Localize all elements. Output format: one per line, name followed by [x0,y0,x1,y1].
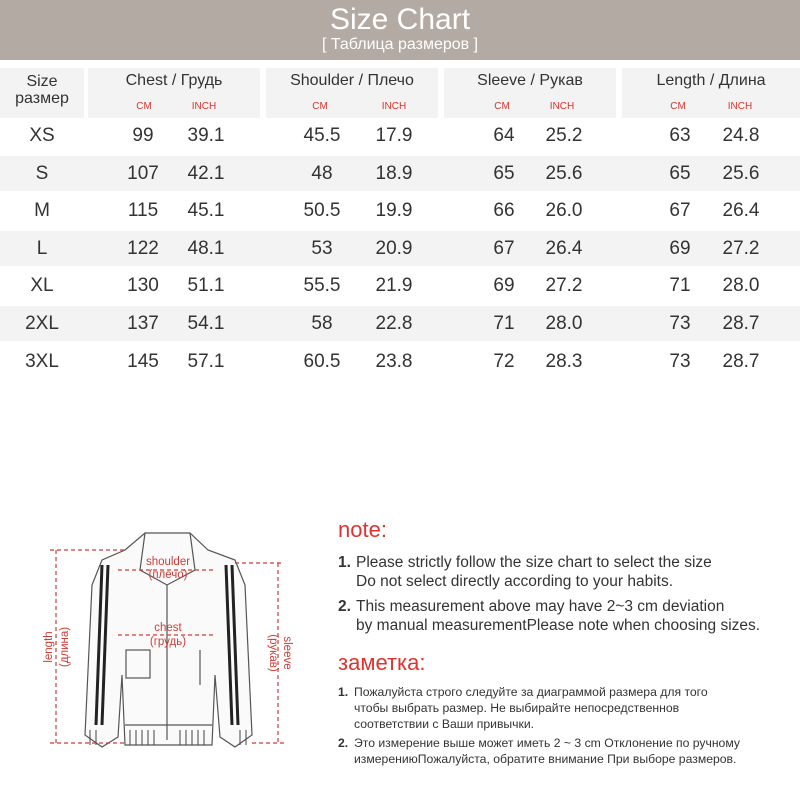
value-cell: 57.1 [187,350,225,372]
size-column-header [0,68,84,118]
value-cell: 25.6 [722,162,760,184]
value-cell: 54.1 [187,313,225,334]
value-cell: 71 [493,313,515,334]
chest-cm-unit: CM [136,101,152,112]
note-1-number: 1. [338,554,351,571]
value-cell: 73 [669,313,691,334]
page-title: Size Chart [329,3,471,36]
chest-column-header [88,68,260,118]
size-cell: L [36,237,48,259]
value-cell: 25.2 [545,125,583,146]
value-cell: 64 [493,125,515,146]
chest-header-label: Chest / Грудь [125,72,223,89]
note-ru-item-2 [338,735,740,767]
table-row [0,268,800,303]
page-subtitle: [ Таблица размеров ] [321,36,479,53]
value-cell: 48.1 [187,237,225,259]
note-1-line1: Please strictly follow the size chart to select the size [356,554,712,571]
value-cell: 99 [132,125,154,146]
value-cell: 122 [127,237,159,259]
length-cm-unit: CM [670,101,686,112]
sleeve-inch-unit: INCH [549,101,575,112]
length-label-en: length [43,631,55,663]
value-cell: 51.1 [187,275,225,297]
value-cell: 20.9 [375,237,413,259]
value-cell: 53 [311,237,333,259]
value-cell: 137 [127,313,159,334]
shoulder-cm-unit: CM [312,101,328,112]
value-cell: 67 [669,200,691,222]
value-cell: 26.0 [545,200,583,222]
value-cell: 21.9 [375,275,413,297]
value-cell: 65 [493,162,515,184]
sleeve-cm-unit: CM [494,101,510,112]
value-cell: 27.2 [722,237,760,259]
table-row [0,306,800,341]
size-cell: 2XL [25,313,59,334]
table-row [0,344,800,379]
value-cell: 73 [669,350,691,372]
size-cell: XL [30,275,54,297]
shoulder-inch-unit: INCH [381,101,407,112]
shoulder-header-label: Shoulder / Плечо [290,72,414,89]
note-heading: note: [338,517,387,542]
size-cell: XS [29,125,55,146]
value-cell: 26.4 [722,200,760,222]
value-cell: 22.8 [375,313,413,334]
sleeve-label-en: sleeve [281,636,293,670]
note-ru-item-1 [338,684,708,732]
value-cell: 50.5 [303,200,341,222]
value-cell: 26.4 [545,237,583,259]
value-cell: 66 [493,200,515,222]
value-cell: 45.1 [187,200,225,222]
note-1-line2: Do not select directly according to your habits. [356,573,674,590]
table-row [0,118,800,153]
value-cell: 28.0 [722,275,760,297]
value-cell: 71 [669,275,691,297]
table-header [0,68,800,118]
value-cell: 67 [493,237,515,259]
value-cell: 45.5 [303,125,341,146]
table-row [0,193,800,228]
length-inch-unit: INCH [727,101,753,112]
size-cell: S [35,162,49,184]
value-cell: 72 [493,350,515,372]
note-ru-2-line1: Это измерение выше может иметь 2 ~ 3 cm Отклонение по ручному [354,736,740,750]
value-cell: 23.8 [375,350,413,372]
value-cell: 69 [669,237,691,259]
value-cell: 130 [127,275,159,297]
value-cell: 28.0 [545,313,583,334]
size-header-en: Size [26,73,58,90]
value-cell: 24.8 [722,125,760,146]
size-cell: M [34,200,50,222]
note-item-2 [338,597,760,635]
note-ru-1-number: 1. [338,685,349,699]
title-banner [0,0,800,60]
value-cell: 55.5 [303,275,341,297]
length-label-ru: (длина) [59,626,71,668]
value-cell: 28.7 [722,350,760,372]
value-cell: 19.9 [375,200,413,222]
note-ru-1-line2: чтобы выбрать размер. Не выбирайте непосредственнов [354,701,680,715]
sleeve-header-label: Sleeve / Рукав [477,72,583,89]
note-ru-2-line2: измерениюПожалуйста, обратите внимание При выборе размеров. [354,752,737,766]
value-cell: 63 [669,125,691,146]
note-2-line2: by manual measurementPlease note when choosing sizes. [356,617,761,634]
value-cell: 48 [311,162,333,184]
note-ru-2-number: 2. [338,736,349,750]
chest-label-en: chest [154,622,182,634]
shoulder-column-header [266,68,438,118]
shoulder-label-ru: (плечо) [148,569,188,581]
value-cell: 27.2 [545,275,583,297]
note-heading-ru: заметка: [338,650,426,675]
table-row [0,156,800,191]
length-column-header [622,68,800,118]
note-2-number: 2. [338,598,351,615]
value-cell: 18.9 [375,162,413,184]
note-2-line1: This measurement above may have 2~3 cm deviation [356,598,725,615]
value-cell: 25.6 [545,162,583,184]
shoulder-label-en: shoulder [145,556,191,568]
value-cell: 115 [127,200,159,222]
value-cell: 42.1 [187,162,225,184]
chest-label-ru: (грудь) [149,636,187,648]
note-ru-1-line1: Пожалуйста строго следуйте за диаграммой размера для того [354,685,708,699]
note-item-1 [338,553,712,591]
length-header-label: Length / Длина [656,72,766,89]
sleeve-label-ru: (рукав) [267,634,279,672]
value-cell: 60.5 [303,350,341,372]
size-cell: 3XL [25,350,59,372]
value-cell: 58 [311,313,333,334]
table-row [0,231,800,266]
value-cell: 28.7 [722,313,760,334]
value-cell: 107 [127,162,159,184]
value-cell: 145 [127,350,159,372]
value-cell: 17.9 [375,125,413,146]
sleeve-column-header [444,68,616,118]
value-cell: 69 [493,275,515,297]
value-cell: 65 [669,162,691,184]
value-cell: 39.1 [187,125,225,146]
chest-inch-unit: INCH [191,101,217,112]
jacket-diagram [30,525,305,760]
size-header-ru: размер [15,90,69,107]
note-ru-1-line3: соответствии с Ваши привычки. [354,717,535,731]
value-cell: 28.3 [545,350,583,372]
